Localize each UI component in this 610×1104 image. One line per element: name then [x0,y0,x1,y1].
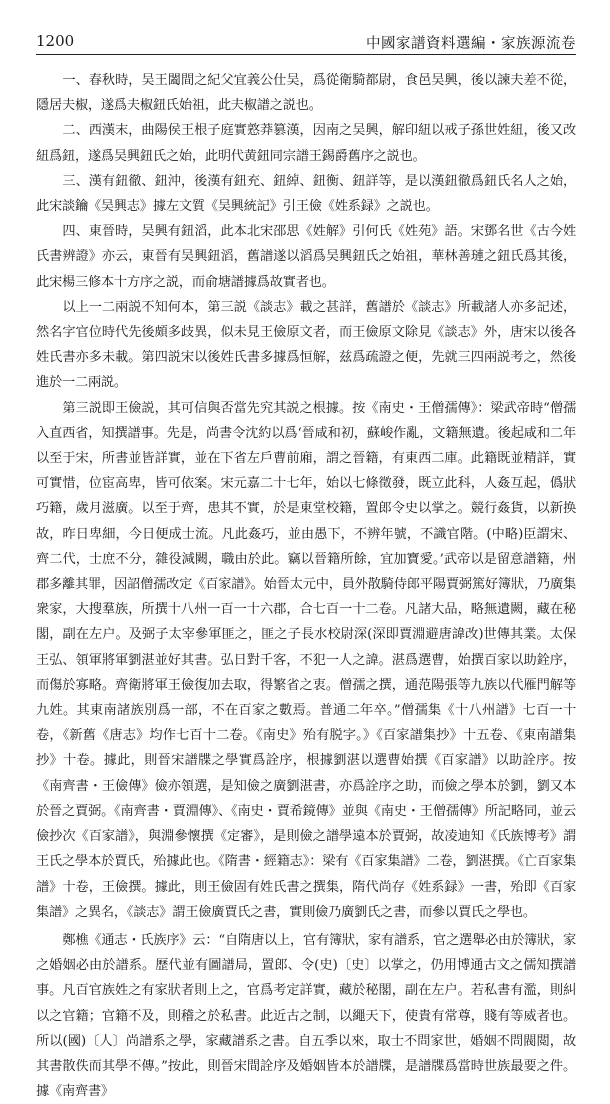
paragraph: 一、春秋時，吴王闔間之紀父宜義公仕吴，爲從衛騎都尉，食邑吴興，後以諫夫差不從，隱居夫椒，遂爲夫椒鈕氏始祖，此夫椒譜之説也。 [36,73,576,114]
paragraph: 鄭樵《通志・氏族序》云：“自隋唐以上，官有簿狀，家有譜系，官之選舉必由於簿狀，家之婚姻必由於譜系。歷代並有圖譜局，置郎、令(史)〔史〕以掌之，仍用博通古文之儒知撰譜事。凡百官族姓之有家狀者則上之，官爲考定詳實，藏於秘閣，副在左户。若私書有濫，則糾以之官籍；官籍不及，則稽之於私書。此近古之制，以繩天下，使貴有常尊，賤有等威者也。所以(國)〔人〕尚譜系之學，家藏譜系之書。自五季以來，取士不問家世，婚姻不問閥閲，故其書散佚而其學不傳。”按此，則晉宋間詮序及婚姻皆本於譜牒，是譜牒爲當時世族最要之件。據《南齊書》 [36,932,576,1100]
page-number: 1200 [36,32,75,50]
body-text [36,68,576,1100]
paragraph: 二、西漢末，曲陽侯王根子庭實憝莽篡漢，因南之吴興，解印紐以戒子孫世姓紐，後又改紐爲鈕，遂爲吴興鈕氏之始，此明代黄鈕同宗譜王錫爵舊序之説也。 [36,123,576,164]
running-title: 中國家譜資料選編・家族源流卷 [366,36,576,52]
paragraph: 第三説即王儉説，其可信與否當先究其説之根據。按《南史・王僧孺傳》：梁武帝時“僧孺入直西省，知撰譜事。先是，尚書令沈約以爲‘晉咸和初，蘇峻作亂，文籍無遺。後起咸和二年以至于宋，所書並皆詳實，並在下省左戶曹前廂，謂之晉籍，有東西二庫。此籍既並精詳，實可實惜，位宦高卑，皆可依案。宋元嘉二十七年，始以七條徵發，既立此科，人姦互起，僞狀巧籍，歲月滋廣。以至于齊，患其不實，於是東堂校籍，置郎令史以掌之。競行姦貨，以新换故，昨日卑細，今日便成士流。凡此姦巧，並由愚下，不辨年號，不識官階。(中略)臣謂宋、齊二代，士庶不分，雜役減闕，職由於此。竊以晉籍所餘，宜加寶愛。’武帝以是留意譜籍，州郡多離其罪，因詔僧孺改定《百家譜》。始晉太元中，員外散騎侍郎平陽賈弼篤好簿狀，乃廣集衆家，大搜羣族，所撰十八州一百一十六郡，合七百一十二卷。凡諸大品，略無遺闕，藏在秘閣，副在左户。及弼子太宰參軍匪之，匪之子長水校尉深(深即賈淵避唐諱改)世傳其業。太保王弘、領軍將軍劉湛並好其書。弘日對千客，不犯一人之諱。湛爲選曹，始撰百家以助銓序，而傷於寡略。齊衛將軍王儉復加去取，得繁省之衷。僧孺之撰，通范陽張等九族以代雁門解等九姓。其東南諸族別爲一部，不在百家之數焉。普通二年卒。”僧孺集《十八州譜》七百一十卷，《新舊《唐志》均作七百十二卷。《南史》殆有脱字。》《百家譜集抄》十五卷、《東南譜集抄》十卷。據此，則晉宋譜牒之學實爲詮序，根據劉湛以選曹始撰《百家譜》以助詮序。按《南齊書・王儉傳》儉亦領選，是知儉之廣劉湛書，亦爲詮序之助，而儉之學本於劉，劉又本於晉之賈弼。《南齊書・賈淵傳》、《南史・賈希鏡傳》並與《南史・王僧孺傳》所記略同，並云儉抄次《百家譜》，與淵參懷撰《定審》，是則儉之譜學遠本於賈弼，故凌迪知《氏族博考》謂王氏之學本於賈氏，殆據此也。《隋書・經籍志》：梁有《百家集譜》二卷，劉湛撰。《亡百家集譜》十卷，王儉撰。據此，則王儉固有姓氏書之撰集，隋代尚存《姓系録》一書，殆即《百家集譜》之異名，《談志》謂王儉廣賈氏之書，實則儉乃廣劉氏之書，而參以賈氏之學也。 [36,400,576,920]
running-header [36,30,576,55]
paragraph: 以上一二兩説不知何本，第三説《談志》載之甚詳，舊譜於《談志》所載諸人亦多記述，然名字官位時代先後頗多歧異，似未見王儉原文者，而王儉原文除見《談志》外，唐宋以後各姓氏書亦多未載。第四説宋以後姓氏書多據爲恒解，兹爲疏證之便，先就三四兩説考之，然後進於一二兩説。 [36,299,576,391]
paragraph: 三、漢有鈕徹、鈕沖，後漢有鈕充、鈕綽、鈕衡、鈕詳等，是以漢鈕徹爲鈕氏名人之始，此宋談鑰《吴興志》據左文質《吴興統記》引王儉《姓系録》之説也。 [36,173,576,215]
paragraph: 四、東晉時，吴興有鈕滔，此本北宋邵思《姓解》引何氏《姓苑》語。宋鄧名世《古今姓氏書辨證》亦云，東晉有吴興鈕滔，舊譜遂以滔爲吴興鈕氏之始祖，華林善璉之鈕氏爲其後，此宋楊三修本十方序之説，而俞塘譜據爲故實者也。 [36,224,576,290]
